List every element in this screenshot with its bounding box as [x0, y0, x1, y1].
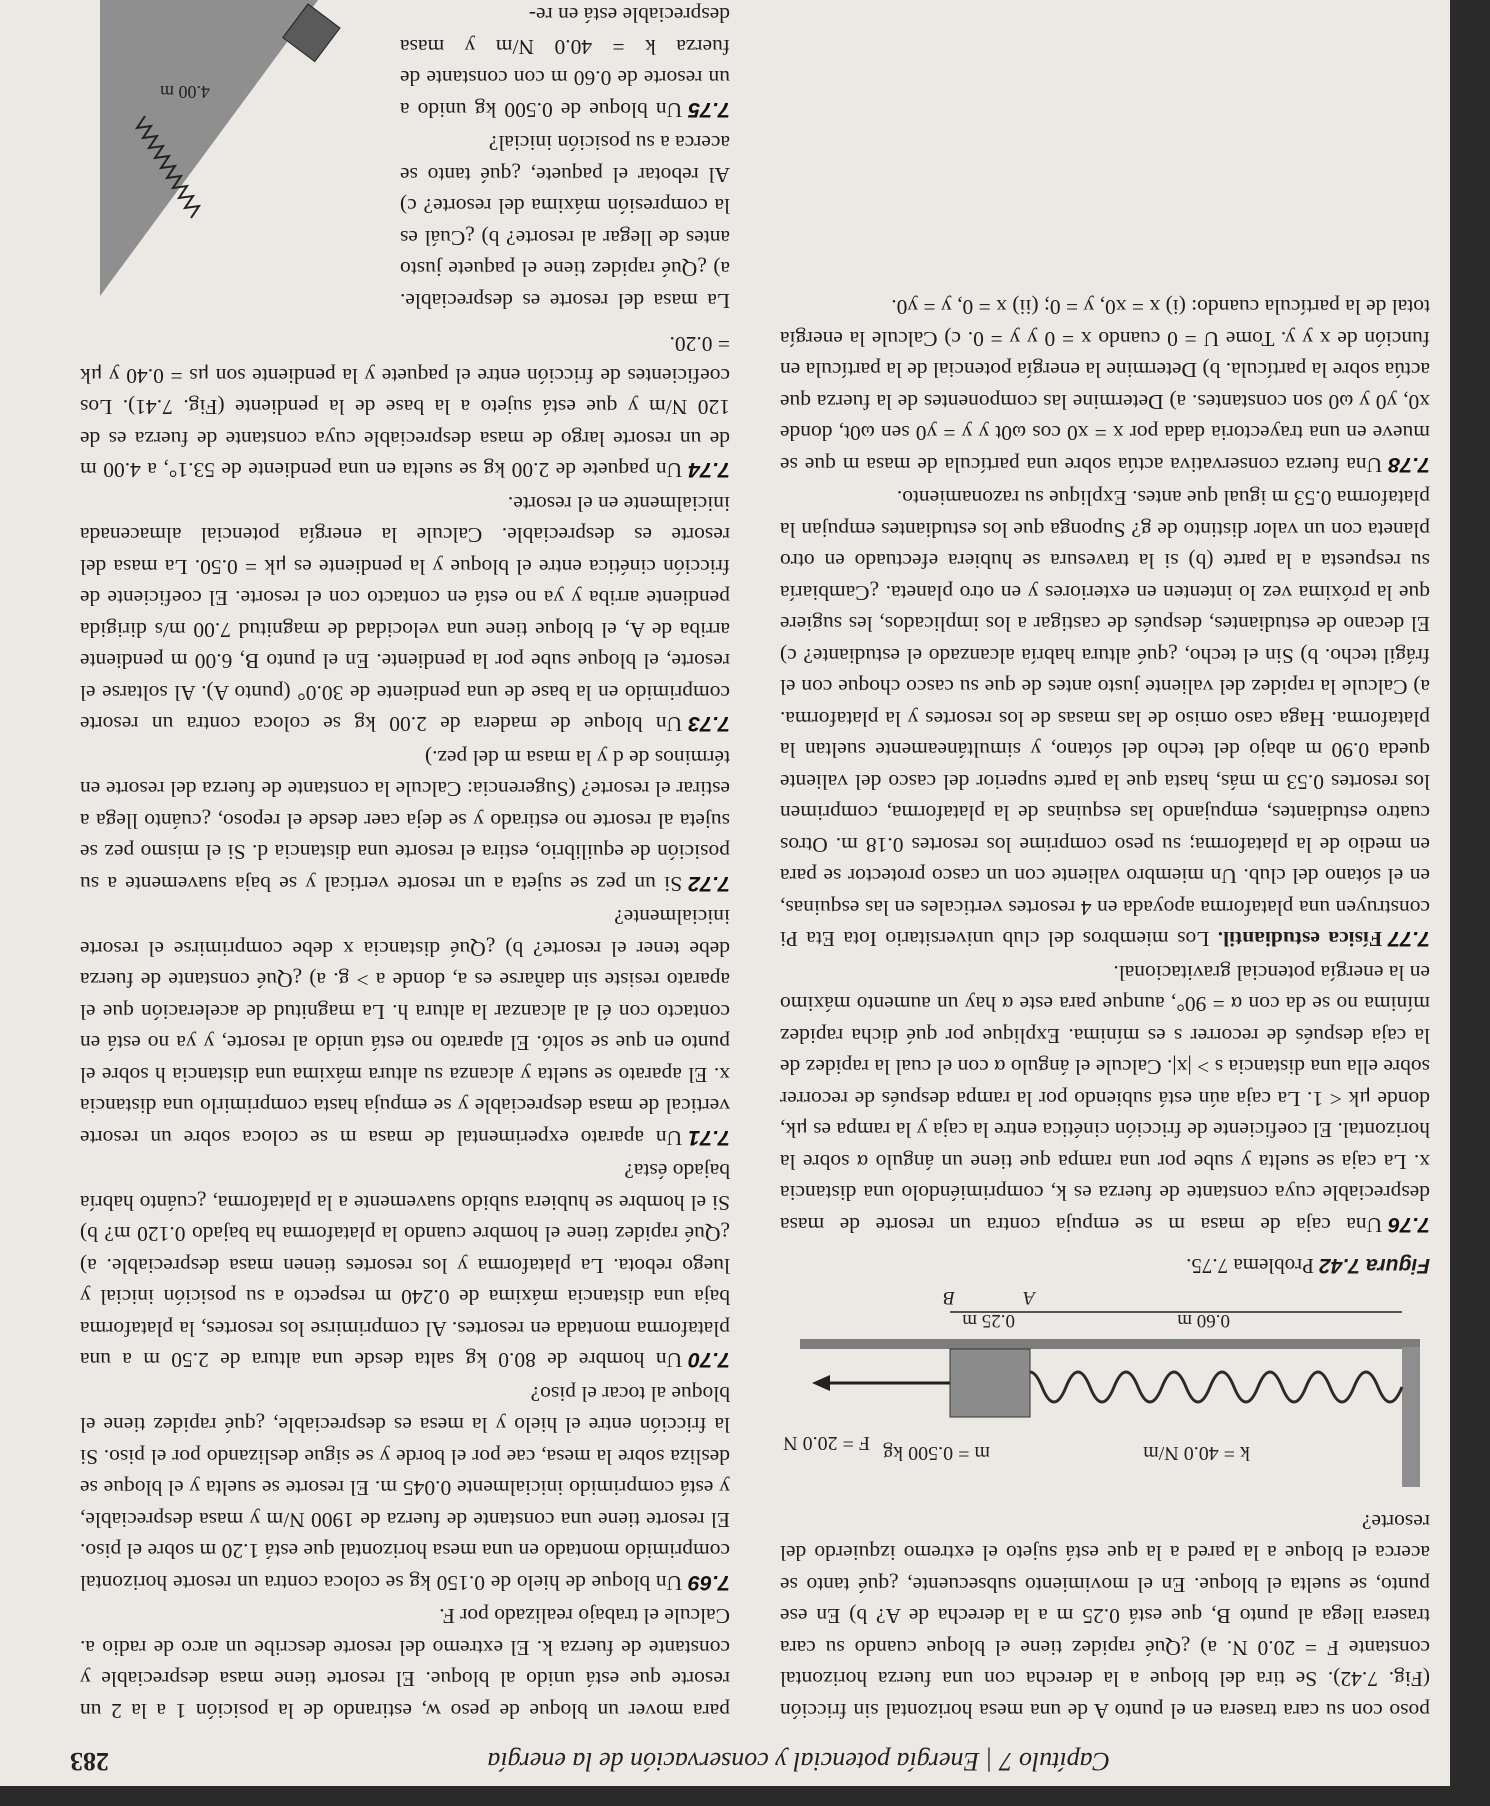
paragraph-775-cont: poso con su cara trasera en el punto A de una mesa horizontal sin fricción (Fig. 7.42). Se tira del bloque a la derecha con una fuerza horizontal constante F = 20.0 N. a) ¿Qué rapidez tiene el bloque cuando su cara trasera llega al punto B, que está 0.25 m a la derecha de A? b) En ese punto, se suelta el bloque. En el movimiento subsecuente, ¿qué tanto se acerca el bloque a la pared a la que está sujeto el extremo izquierdo del resorte?: [780, 1510, 1430, 1723]
problem-7-74: 7.74Un paquete de 2.00 kg se suelta en una pendiente de 53.1°, a 4.00 m de un resorte largo de masa despreciable cuya constante de fuerza es de 120 N/m y que está sujeto a la base de la pendiente (Fig. 7.41). Los coeficientes de fricción entre el paquete y la pendiente son μs = 0.40 y μk = 0.20.: [80, 332, 730, 483]
incline: [100, 0, 380, 296]
dim-label-1: 0.60 m: [1177, 1310, 1230, 1332]
page-number: 283: [70, 1747, 109, 1776]
problem-7-72: 7.72Si un pez se sujeta a un resorte vertical y se baja suavemente a su posición de equilibrio, estira el resorte una distancia d. Si el mismo pez se sujeta al resorte no estirado y se deja caer desde el reposo, ¿cuánto llega a estirar el resorte? (Sugerencia: Calcule la constante de fuerza del resorte en términos de d y la masa m del pez.): [80, 746, 730, 896]
figure-7-41-block: [80, 0, 730, 316]
figure-7-42-caption: Figura 7.42 Problema 7.75.: [1186, 1254, 1430, 1279]
force-label: F = 20.0 N: [783, 1432, 870, 1455]
distance-label: 4.00 m: [159, 82, 210, 102]
running-title: Capítulo 7 | Energía potencial y conservación de la energía: [487, 1747, 1110, 1776]
problem-7-71: 7.71Un aparato experimental de masa m se coloca sobre un resorte vertical de masa despreciable y se empuja hasta comprimirlo una distancia x. El aparato se suelta y alcanza su altura máxima una distancia h sobre el punto en que se soltó. El aparato no está unido al resorte, y ya no está en contacto con él al alcanzar la altura h. La magnitud de aceleración que el aparato resiste sin dañarse es a, donde a > g. a) ¿Qué constante de fuerza debe tener el resorte? b) ¿Qué distancia x debe comprimirse el resorte inicialmente?: [80, 905, 730, 1150]
dim-label-2: 0.25 m: [962, 1310, 1015, 1332]
figure-7-41-drawing: [80, 0, 400, 316]
problem-7-73: 7.73Un bloque de madera de 2.00 kg se coloca contra un resorte comprimido en la base de una pendiente de 30.0° (punto A). Al soltarse el resorte, el bloque sube por la pendiente. En el punto B, 6.00 m pendiente arriba de A, el bloque tiene una velocidad de magnitud 7.00 m/s dirigida pendiente arriba y ya no está en contacto con el resorte. El coeficiente de fricción cinética entre el bloque y la pendiente es μk = 0.50. La masa del resorte es despreciable. Calcule la energía potencial almacenada inicialmente en el resorte.: [80, 492, 730, 737]
column-left: [780, 289, 1430, 1726]
force-arrowhead: [812, 1376, 830, 1392]
table-surface: [800, 1340, 1420, 1350]
problem-7-70: 7.70Un hombre de 80.0 kg salta desde una altura de 2.50 m a una plataforma montada en resortes. Al comprimirse los resortes, la plataforma baja una distancia máxima de 0.240 m respecto a su posición inicial y luego rebota. La plataforma y los resortes tienen masa despreciable. a) ¿Qué rapidez tiene el hombre cuando la plataforma ha bajado 0.120 m? b) Si el hombre se hubiera subido suavemente a la plataforma, ¿cuánto habría bajado ésta?: [80, 1159, 730, 1373]
spring-constant-label: k = 40.0 N/m: [1143, 1442, 1250, 1465]
point-b: B: [943, 1287, 955, 1309]
paragraph-768-cont: para mover un bloque de peso w, estirando de la posición 1 a la 2 un resorte que está unido al bloque. El resorte tiene masa despreciable y constante de fuerza k. El extremo del resorte describe un arco de radio a. Calcule el trabajo realizado por F.: [80, 1604, 730, 1723]
problem-7-75: 7.75Un bloque de 0.500 kg unido a un resorte de 0.60 m con constante de fuerza k = 40.0 N/m y masa despreciable está en re-: [400, 3, 730, 122]
problem-7-74-cont: La masa del resorte es despreciable. a) ¿Qué rapidez tiene el paquete justo antes de llegar al resorte? b) ¿Cuál es la compresión máxima del resorte? c) Al rebotar el paquete, ¿qué tanto se acerca a su posición inicial? 7.75Un bloque de 0.500 kg unido a un resorte de 0.60 m con constante de fuerza k = 40.0 N/m y masa despreciable está en re-: [400, 0, 730, 316]
point-a: A: [1023, 1287, 1035, 1309]
figure-7-42: [780, 1288, 1430, 1498]
column-right: [80, 0, 730, 1726]
problem-7-69: 7.69Un bloque de hielo de 0.150 kg se coloca contra un resorte horizontal comprimido montado en una mesa horizontal que está 1.20 m sobre el piso. El resorte tiene una constante de fuerza de 1900 N/m y masa despreciable, y está comprimido inicialmente 0.045 m. El resorte se suelta y el bloque se desliza sobre la mesa, cae por el borde y se sigue deslizando por el piso. Si la fricción entre el hielo y la mesa es despreciable, ¿qué rapidez tiene el bloque al tocar el piso?: [80, 1382, 730, 1595]
problem-7-76: 7.76Una caja de masa m se empuja contra un resorte de masa despreciable cuya constante de fuerza es k, comprimiéndolo una distancia x. La caja se suelta y sube por una rampa que tiene un ángulo α sobre la horizontal. El coeficiente de fricción cinética entre la caja y la rampa es μk, donde μk < 1. La caja aún está subiendo por la rampa después de recorrer sobre ella una distancia s > |x|. Calcule el ángulo α con el cual la rapidez de la caja después de recorrer s es mínima. Explique por qué dicha rapidez mínima no se da con α = 90°, aunque para este α hay un aumento máximo en la energía potencial gravitacional.: [780, 961, 1430, 1237]
running-header: [70, 1746, 1430, 1776]
block-mass: [950, 1350, 1030, 1418]
wall: [1402, 1348, 1420, 1488]
problem-7-77: 7.77Física estudiantil. Los miembros del club universitario Iota Eta Pi construyen una plataforma apoyada en 4 resortes verticales en las esquinas, en el sótano del club. Un miembro valiente con un casco protector se para en medio de la plataforma; su peso comprime los resortes 0.18 m. Otros cuatro estudiantes, empujando las esquinas de la plataforma, comprimen los resortes 0.53 m más, hasta que la parte superior del casco del valiente queda 0.90 m abajo del techo del sótano, y simultáneamente sueltan la plataforma. Haga caso omiso de las masas de los resortes y la plataforma. a) Calcule la rapidez del valiente justo antes de que su casco choque con el frágil techo. b) Sin el techo, ¿qué altura habría alcanzado el estudiante? c) El decano de estudiantes, después de castigar a los implicados, les sugiere que la próxima vez lo intenten en exteriores y en otro planeta. ¿Cambiaría su respuesta a la parte (b) si la travesura se hubiera efectuado en otro planeta con un valor distinto de g? Suponga que los estudiantes empujan la plataforma 0.53 m igual que antes. Explique su razonamiento.: [780, 486, 1430, 952]
figure-7-42-drawing: [780, 1288, 1430, 1498]
mass-label: m = 0.500 kg: [883, 1442, 990, 1465]
spring-coil: [1018, 1373, 1402, 1403]
problem-7-78: 7.78Una fuerza conservativa actúa sobre una partícula de masa m que se mueve en una trayectoria dada por x = x0 cos ω0t y y = y0 sen ω0t, donde x0, y0 y ω0 son constantes. a) Determine las componentes de la fuerza que actúa sobre la partícula. b) Determine la energía potencial de la partícula en función de x y y. Tome U = 0 cuando x = 0 y y = 0. c) Calcule la energía total de la partícula cuando: (i) x = x0, y = 0; (ii) x = 0, y = y0.: [780, 295, 1430, 477]
